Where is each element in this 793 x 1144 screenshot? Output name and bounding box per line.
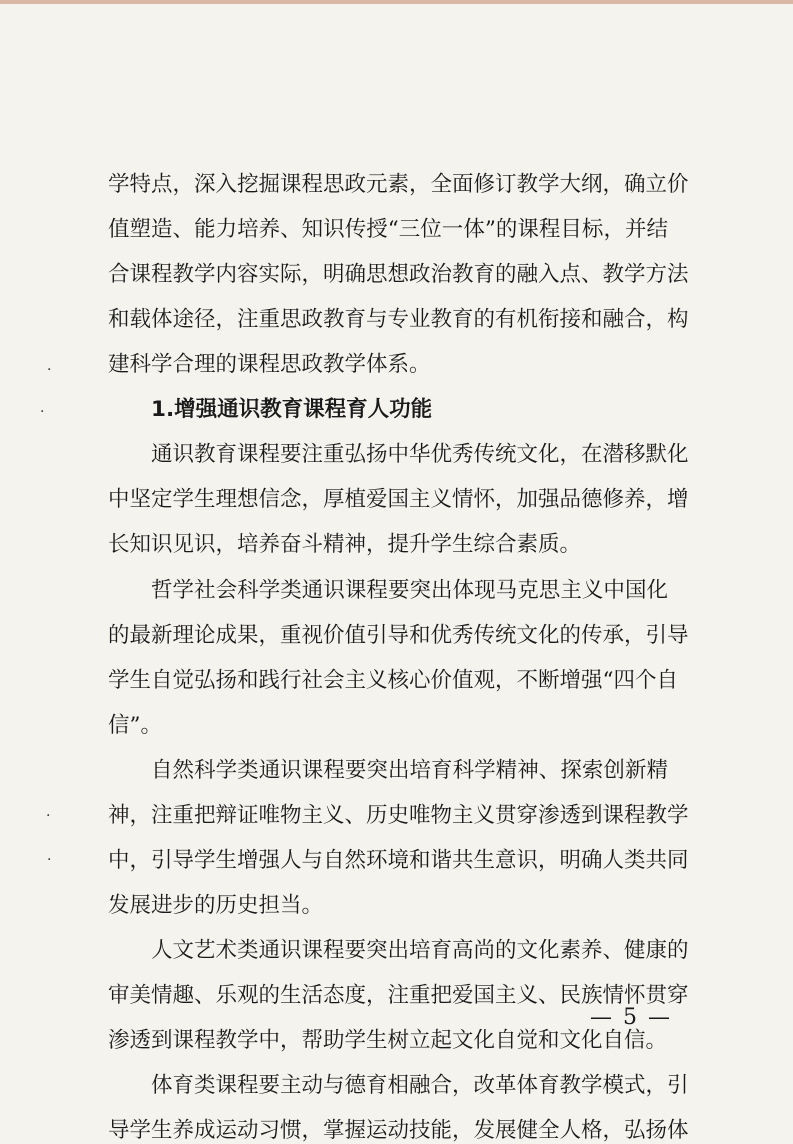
text-line: 审美情趣、乐观的生活态度，注重把爱国主义、民族情怀贯穿	[108, 983, 689, 1008]
text-line: 合课程教学内容实际，明确思想政治教育的融入点、教学方法	[108, 262, 689, 287]
text-line: 学特点，深入挖掘课程思政元素，全面修订教学大纲，确立价	[108, 172, 689, 197]
text-line: 值塑造、能力培养、知识传授“三位一体”的课程目标，并结	[108, 217, 668, 242]
text-line: 中，引导学生增强人与自然环境和谐共生意识，明确人类共同	[108, 848, 689, 873]
text-line: 信”。	[108, 713, 162, 738]
binding-hole-mark: ·	[47, 852, 52, 868]
text-line: 通识教育课程要注重弘扬中华优秀传统文化，在潜移默化	[151, 442, 689, 467]
binding-hole-mark: ·	[47, 362, 52, 378]
text-line: 渗透到课程教学中，帮助学生树立起文化自觉和文化自信。	[108, 1028, 668, 1053]
text-line: 的最新理论成果，重视价值引导和优秀传统文化的传承，引导	[108, 623, 689, 648]
text-line: 和载体途径，注重思政教育与专业教育的有机衔接和融合，构	[108, 307, 689, 332]
binding-hole-mark: ·	[40, 404, 45, 420]
text-line: 发展进步的历史担当。	[108, 893, 324, 918]
text-line: 长知识见识，培养奋斗精神，提升学生综合素质。	[108, 532, 582, 557]
text-line: 神，注重把辩证唯物主义、历史唯物主义贯穿渗透到课程教学	[108, 803, 689, 828]
text-line: 哲学社会科学类通识课程要突出体现马克思主义中国化	[151, 578, 668, 603]
text-line: 中坚定学生理想信念，厚植爱国主义情怀，加强品德修养，增	[108, 487, 689, 512]
binding-hole-mark: ·	[46, 808, 51, 824]
text-line: 体育类课程要主动与德育相融合，改革体育教学模式，引	[151, 1073, 689, 1098]
scan-top-edge	[0, 0, 793, 4]
text-line: 学生自觉弘扬和践行社会主义核心价值观，不断增强“四个自	[108, 668, 678, 693]
text-line: 自然科学类通识课程要突出培育科学精神、探索创新精	[151, 758, 668, 783]
text-line: 建科学合理的课程思政教学体系。	[108, 352, 431, 377]
page-number: — 5 —	[590, 1005, 672, 1030]
text-line: 人文艺术类通识课程要突出培育高尚的文化素养、健康的	[151, 938, 689, 963]
section-heading: 1.增强通识教育课程育人功能	[151, 397, 433, 422]
text-line: 导学生养成运动习惯，掌握运动技能，发展健全人格，弘扬体	[108, 1118, 689, 1143]
